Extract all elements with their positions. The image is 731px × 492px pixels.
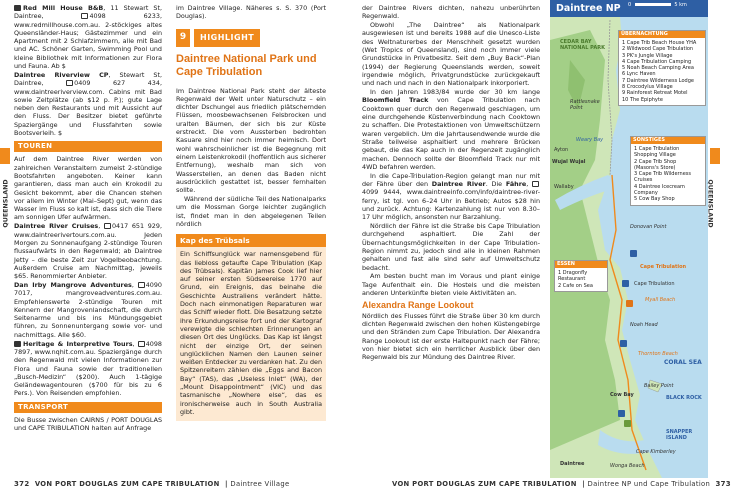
tours-intro: Auf dem Daintree River werden von zahlreichen Veranstaltern zumeist 2-stündige Bootsfahrten angeboten. Keiner kann garantieren, dass man auch ein Krokodil zu Gesicht bekommt, aber die Chancen stehen vor allem im Winter (Mai–Sept) gut, wenn das Wasser im Fluss so kalt ist, dass sich die Tiere am sonnigen Ufer aufwärmen. <box>14 155 162 222</box>
map-label-bailey: Bailey Point <box>644 383 674 389</box>
map-label-coral-sea: CORAL SEA <box>664 359 702 366</box>
map-label-cow-bay: Cow Bay <box>610 392 634 398</box>
bed-icon <box>14 5 21 11</box>
map-label-cedar-bay: CEDAR BAY NATIONAL PARK <box>560 39 605 51</box>
map-marker-shop <box>624 420 631 427</box>
legend-eat-2: 2 Cafe on Sea <box>558 282 593 289</box>
listing-heritage: Heritage & Interpretive Tours, 4098 7897, www.nqhit.com.au. Spaziergänge durch den Regenwald mit vielen Informationen zur Flora und Fauna sowie der traditionellen „Busch-Medizin“ ($200). Auch 1-tägige Geländewagentouren ($700 für bis zu 6 Pers.). Von Reisenden empfohlen. <box>14 339 162 398</box>
highlight-label: HIGHLIGHT <box>194 29 260 47</box>
map-label-weary-bay: Weary Bay <box>576 137 604 143</box>
map-marker-stay <box>620 340 627 347</box>
left-footer-sub: Daintree Village <box>230 480 290 488</box>
phone-icon <box>138 282 145 288</box>
right-page-number: 373 <box>715 480 731 488</box>
map-label-donovan: Donovan Point <box>630 224 667 230</box>
tours-heading: TOUREN <box>14 141 162 152</box>
map-label-myall: Myall Beach <box>645 297 676 303</box>
legend-other-title: SONSTIGES <box>631 137 705 144</box>
map-label-cape-kimberley: Cape Kimberley <box>636 449 676 455</box>
map-label-cape-trib-beach: Cape Tribulation <box>634 281 675 287</box>
daintree-map <box>550 0 708 478</box>
right-p3: In den Jahren 1983/84 wurde der 30 km lange Bloomfield Track von Cape Tribulation nach Cooktown quer durch den Regenwald geschlagen, um eine durchgehende Küstenverbindung nach Cooktown zu schaffen. Die Protestaktionen von Umweltschützern waren vergeblich. Um die Jahrtausendwende wurde die Straße teilweise asphaltiert und mehrere Brücken gebaut, die das Kap auch in der Regenzeit zugänglich machen. Dennoch sollte der Bloomfield Track nur mit 4WD befahren werden. <box>362 88 540 171</box>
map-label-cape-trib: Cape Tribulation <box>640 264 687 270</box>
map-label-rattlesnake: Rattlesnake Point <box>570 99 600 111</box>
map-label-black-rock: BLACK ROCK <box>666 395 702 401</box>
map-marker-eat <box>626 300 633 307</box>
transport-text: Die Busse zwischen CAIRNS / PORT DOUGLAS und CAPE TRIBULATION halten auf Anfrage <box>14 415 162 433</box>
highlight-title: Daintree National Park und Cape Tribulation <box>176 52 317 78</box>
highlight-body-2: Während der südliche Teil des Nationalparks um die Mossman Gorge leichter zugänglich ist, findet man in den abgelegenen Teilen nördlich <box>176 195 326 228</box>
alexandra-title: Alexandra Range Lookout <box>362 300 474 311</box>
legend-stay-9: 9 Rainforest Retreat Motel <box>622 90 688 97</box>
map-marker-stay <box>630 250 637 257</box>
right-p6: Am besten bucht man im Voraus und plant einige Tage Aufenthalt ein. Die Hostels und die meisten anderen Unterkünfte bieten viele Aktivitäten an. <box>362 272 540 298</box>
legend-stay-7: 7 Daintree Wilderness Lodge <box>622 77 694 84</box>
legend-stay-10: 10 The Epiphyte <box>622 96 663 103</box>
legend-eat-title: ESSEN <box>555 261 607 268</box>
phone-icon <box>532 181 539 187</box>
legend-other-2: 2 Cape Trib Shop (Masons's Store) <box>634 158 677 171</box>
legend-stay-4: 4 Cape Tribulation Camping <box>622 58 692 65</box>
right-p1: der Daintree Rivers dichten, nahezu unberührten Regenwald. <box>362 4 540 21</box>
listing-riverview: Daintree Riverview CP, Stewart St, Daintree, 0409 627 434, www.daintreeriverview.com. Cabins mit Bad sowie Zeltplätze (ab $12 p. P.); gute Lage neben den Restaurants und mit Aussicht auf den Fluss. Der Besitzer bietet geführte Spaziergänge und Flussfahrten sowie Bootsverleih. $ <box>14 70 162 138</box>
col2-intro: im Daintree Village. Näheres s. S. 370 (Port Douglas). <box>176 4 326 21</box>
legend-stay-8: 8 Crocodylus Village <box>622 84 673 91</box>
legend-stay-5: 5 Noah Beach Camping Area <box>622 65 694 72</box>
left-footer: 372 VON PORT DOUGLAS ZUM CAPE TRIBULATION | Daintree Village <box>14 480 290 488</box>
right-side-label: QUEENSLAND <box>706 179 714 228</box>
phone-icon <box>66 80 73 86</box>
info-box <box>176 234 326 421</box>
highlight-number: 9 <box>176 29 190 47</box>
map-label-ayton: Ayton <box>554 147 569 153</box>
left-page-number: 372 <box>14 480 30 488</box>
left-column-1 <box>14 4 162 433</box>
legend-other-5: 5 Cow Bay Shop <box>634 196 675 203</box>
legend-stay-6: 6 Lync Haven <box>622 71 656 78</box>
legend-stay-1: 1 Cape Trib Beach House YHA <box>622 40 697 46</box>
right-p4: In die Cape-Tribulation-Region gelangt man nur mit der Fähre über den Daintree River. Die Fähre, 4099 9444, www.daintreeinfo.com/info/daintree-river-ferry, ist tgl. von 6–24 Uhr in Betrieb; Autos $28 hin und zurück. Achtung: Kartenzahlung ist nur von 8.30–17 Uhr möglich, ansonsten nur Barzahlung. <box>362 171 540 222</box>
right-p2: Obwohl „The Daintree“ als Nationalpark ausgewiesen ist und bereits 1988 auf die Unesco-Liste des Weltnaturerbes der Menschheit gesetzt wurden (Wet Tropics of Queensland), sind noch immer viele Grundstücke in Privatbesitz. Seit dem „Buy Back“-Plan (1994) der Regierung Queenslands werden, soweit irgendwie möglich, Privatgrundstücke zurückgekauft und nach und nach in den Nationalpark inkorporiert. <box>362 21 540 88</box>
listing-red-mill: Red Mill House B&B, 11 Stewart St, Daintree, 4098 6233, www.redmillhouse.com.au. 2-stöckiges altes Queensländer-Haus; Gästezimmer und ein Apartment mit 2 Schlafzimmern, alle mit Bad und AC. Schöner Garten, Swimming Pool und kleine Bibliothek mit Informationen zur Flora und Fauna. Ab $ <box>14 4 162 71</box>
info-box-text: Ein Schiffsunglück war namensgebend für das liebloss getaufte Cape Tribulation (Kap des Trübsals). Kapitän James Cook lief hier auf seiner ersten Südseereise 1770 auf Grund, ein Ereignis, das beinahe die Geschichte Australiens verändert hätte. Doch nach einmonatigen Reparaturen war das Schiff wieder flott. Die Besatzung setzte ihre Erkundungsreise fort und der Kartograf verewigte die schlechten Erinnerungen an diesen Ort des Unglücks. Das Kap ist längst nicht der einzige Ort, der seinen unglücklichen Namen den Launen seiner weißen Entdecker zu verdanken hat. Zu den Spitzenreitern zählen die „Eggs and Bacon Bay“ (TAS), das „Useless Inlet“ (WA), der „Mount Disappointment“ (VIC) und das tasmanische „Nowhere else“, das es ironischerweise auch in South Australia gibt. <box>180 250 322 416</box>
right-side-tab <box>710 148 720 164</box>
map-label-snapper: SNAPPER ISLAND <box>666 429 693 441</box>
legend-other-1: 1 Cape Tribulation Shopping Village <box>634 146 680 159</box>
map-label-wonga: Wonga Beach <box>610 463 645 469</box>
legend-eat-1: 1 Dragonfly Restaurant <box>558 270 588 283</box>
map-label-wujal: Wujal Wujal <box>552 159 586 165</box>
map-scale <box>628 3 687 8</box>
legend-stay-3: 3 PK's Jungle Village <box>622 52 673 59</box>
left-side-tab <box>0 148 10 164</box>
right-p7: Nördlich des Flusses führt die Straße über 30 km durch dichten Regenwald zwischen den hohen Küstengebirge und den Stränden zum Cape Tribulation. Der Alexandra Range Lookout ist der erste Haltepunkt nach der Fähre; von hier bietet sich ein herrlicher Ausblick über den Regenwald bis zur Mündung des Daintree River. <box>362 311 540 362</box>
map-scale-km: 5 km <box>674 2 687 8</box>
legend-other-4: 4 Daintree Icecream Company <box>634 183 685 197</box>
legend-stay-title: ÜBERNACHTUNG <box>619 31 705 38</box>
legend-eat <box>554 260 608 292</box>
map-scale-zero: 0 <box>628 2 632 8</box>
phone-icon <box>104 223 111 229</box>
phone-icon <box>138 341 145 347</box>
transport-heading: TRANSPORT <box>14 402 162 413</box>
right-p5: Nördlich der Fähre ist die Straße bis Cape Tribulation durchgehend asphaltiert. Die Zahl der Übernachtungsmöglichkeiten in der Cape Tribulation-Region nimmt zu, jedoch sind alle in kleinen Rahmen gehalten und fast alle sind sehr auf Umweltschutz bedacht. <box>362 222 540 272</box>
info-box-title: Kap des Trübsals <box>176 234 326 247</box>
left-column-2 <box>176 4 326 421</box>
map-label-daintree: Daintree <box>560 461 585 467</box>
phone-icon <box>81 13 88 19</box>
map-label-thornton: Thornton Beach <box>638 351 678 357</box>
legend-other-3: 3 Cape Trib Wilderness Cruises <box>634 171 691 184</box>
right-footer-sub: Daintree NP und Cape Tribulation <box>587 480 711 488</box>
left-footer-text: VON PORT DOUGLAS ZUM CAPE TRIBULATION <box>34 480 220 488</box>
legend-stay-2: 2 Wildwood Cape Tribulation <box>622 46 694 53</box>
legend-stay <box>618 30 706 106</box>
map-marker-stay <box>618 410 625 417</box>
right-footer: VON PORT DOUGLAS ZUM CAPE TRIBULATION | Daintree NP und Cape Tribulation 373 <box>392 480 731 488</box>
star-icon <box>14 341 21 347</box>
map-label-noah: Noah Head <box>630 322 658 328</box>
left-side-label: QUEENSLAND <box>2 179 10 228</box>
highlight-badge <box>176 29 326 47</box>
map-marker-stay <box>622 280 629 287</box>
legend-other <box>630 136 706 206</box>
listing-river-cruises: Daintree River Cruises, 0417 651 929, www.daintreerivertours.com.au. Jeden Morgen zu Sonnenaufgang 2-stündige Touren flussaufwärts in den Regenwald; ab Daintree Jetty – die beste Zeit zur Vogelbeobachtung. Außerdem Cruise am Nachmittag, jeweils $65. Renommierter Anbieter. <box>14 222 162 281</box>
right-column <box>362 4 540 362</box>
map-label-wallaby: Wallaby <box>554 184 574 190</box>
listing-mangrove: Dan Irby Mangrove Adventures, 4090 7017, mangroveadventures.com.au. Empfehlenswerte 2-stündige Touren mit Kennern der Mangrovenlandschaft, die durch Seitenarme und bis ins Mündungsgebiet führen, zu Sonnenuntergang sowie vor- und nachmittags. Alle $60. <box>14 280 162 339</box>
highlight-body: Im Daintree National Park steht der älteste Regenwald der Welt unter Naturschutz – ein dichter Dschungel aus friedlich plätschernden Flüssen, moosbewachsenen Felsbrocken und uralten Bäumen, der sich bis zur Küste erstreckt. Die vom Aussterben bedrohten Kasuare sind hier noch immer heimisch. Dort wohl wahrscheinlicher ist die Begegnung mit einem Leistenkrokodil (hoffentlich aus sicherer Entfernung), weshalb man sich von Wasserstellen, an denen das Baden nicht ausdrücklich gestattet ist, besser fernhalten sollte. <box>176 86 326 195</box>
right-footer-text: VON PORT DOUGLAS ZUM CAPE TRIBULATION <box>392 480 577 488</box>
map-title: Daintree NP <box>550 0 708 17</box>
